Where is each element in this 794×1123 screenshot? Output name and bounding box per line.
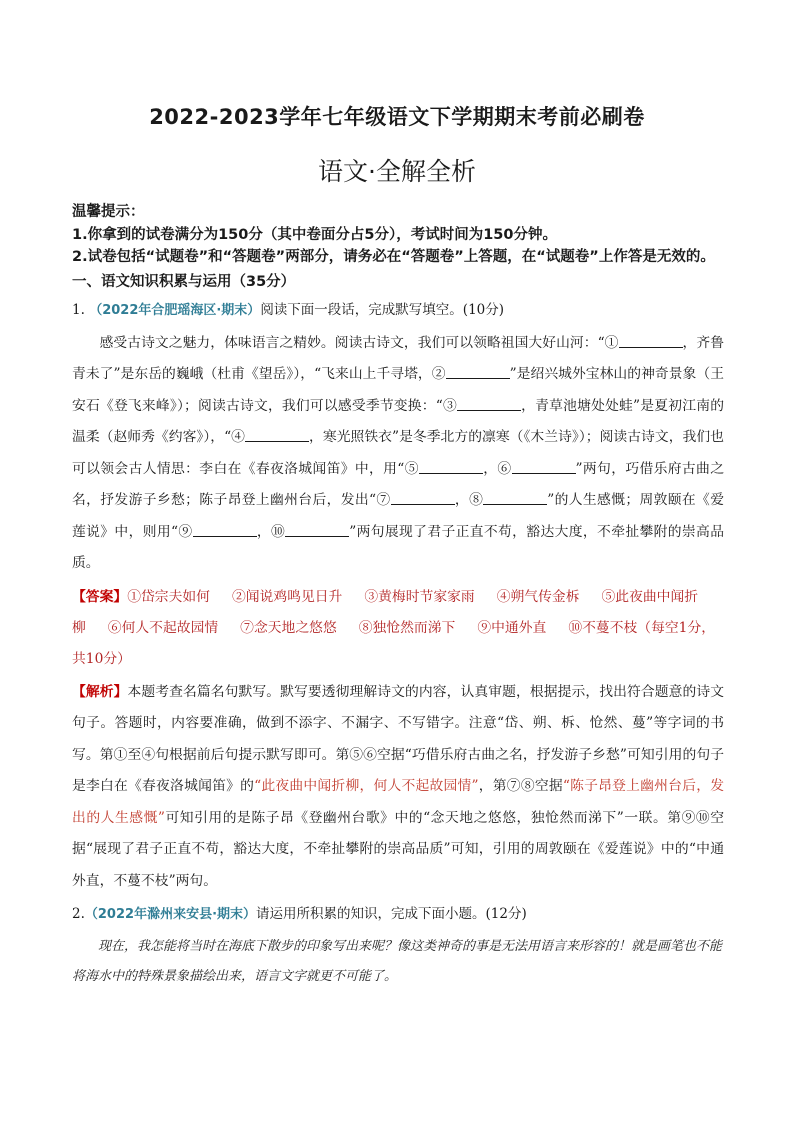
answer-item: ③黄梅时节家家雨 [364, 588, 475, 605]
passage-text: ”的人生感慨；周敦颐在《爱莲说》中，则用“⑨ [72, 492, 724, 540]
analysis-tag: 【解析】 [72, 683, 128, 700]
passage-text: ，⑩ [256, 523, 286, 540]
notice-item-1: 1.你拿到的试卷满分为150分（其中卷面分占5分），考试时间为150分钟。 [72, 226, 557, 243]
question-source: （2022年滁州来安县·期末） [84, 907, 257, 922]
fill-blank [446, 364, 510, 379]
notice-heading: 温馨提示： [72, 204, 145, 220]
answer-item: ⑥何人不起故园情 [107, 619, 219, 636]
question-number: 2. [72, 906, 85, 922]
notice-block [72, 201, 724, 269]
question-2-header [72, 899, 724, 930]
section-heading: 一、语文知识积累与运用（35分） [72, 273, 296, 290]
answer-item: ⑦念天地之悠悠 [240, 619, 337, 636]
fill-blank [483, 490, 547, 505]
answer-item: ④朔气传金柝 [496, 588, 580, 605]
page-title: 2022-2023学年七年级语文下学期期末考前必刷卷 [149, 105, 645, 129]
question-1-passage [72, 328, 724, 580]
fill-blank [193, 522, 257, 537]
passage-text: ”两句，巧借乐府古曲之名，抒发游子乡愁；陈子昂登上幽州台后，发出“⑦ [72, 460, 724, 508]
passage-text: ，青草池塘处处蛙”是夏初江南的温柔（赵师秀《约客》），“④ [72, 397, 724, 445]
answer-note: （每空1分，共10分） [72, 619, 716, 667]
answer-item: ⑧独怆然而涕下 [358, 619, 456, 636]
analysis-highlight: “此夜曲中闻折柳，何人不起故园情” [254, 778, 479, 794]
analysis-highlight: “陈子昂登上幽州台后，发出的人生感慨” [72, 778, 724, 826]
passage-text: ”两句展现了君子正直不苟，豁达大度，不牵扯攀附的崇高品质。 [72, 523, 724, 571]
passage-text: ”是绍兴城外宝林山的神奇景象（王安石《登飞来峰》）；阅读古诗文，我们可以感受季节变换：“③ [72, 366, 724, 414]
fill-blank [512, 459, 576, 474]
fill-blank [457, 396, 521, 411]
document-body [72, 201, 724, 992]
passage-text: ，寒光照铁衣”是冬季北方的凛寒（《木兰诗》）；阅读古诗文，我们也可以领会古人情思：李白在《春夜洛城闻笛》中，用“⑤ [72, 429, 724, 477]
answer-item: ⑤此夜曲中闻折柳 [72, 588, 699, 636]
notice-item-2: 2.试卷包括“试题卷”和“答题卷”两部分，请务必在“答题卷”上答题，在“试题卷”上作答是无效的。 [72, 249, 715, 265]
answer-item: ⑩不蔓不枝 [568, 619, 638, 636]
question-prompt: 阅读下面一段话，完成默写填空。(10分) [260, 301, 505, 318]
question-1-header [72, 299, 724, 322]
question-number: 1. [72, 301, 85, 318]
fill-blank [391, 490, 455, 505]
page-subtitle: 语文·全解全析 [318, 157, 476, 186]
fill-blank [619, 333, 683, 348]
answer-item: ②闻说鸡鸣见日升 [231, 588, 343, 605]
fill-blank [245, 427, 309, 442]
passage-text: ，⑧ [454, 492, 484, 508]
analysis-text: ，第⑦⑧空据 [478, 778, 563, 794]
question-source: （2022年合肥瑶海区·期末） [89, 302, 261, 318]
passage-text: ，齐鲁青未了”是东岳的巍峨（杜甫《望岳》），“飞来山上千寻塔，② [72, 334, 724, 382]
answer-tag: 【答案】 [72, 588, 128, 605]
analysis-block [72, 677, 724, 898]
question-2-excerpt: 现在，我怎能将当时在海底下散步的印象写出来呢？像这类神奇的事是无法用语言来形容的！就是画笔也不能将海水中的特殊景象描绘出来，语言文字就更不可能了。 [72, 939, 723, 984]
fill-blank [419, 459, 483, 474]
passage-text: ，⑥ [482, 460, 512, 477]
analysis-text: 本题考查名篇名句默写。默写要透彻理解诗文的内容，认真审题，根据提示，找出符合题意的诗文句子。答题时，内容要准确，做到不添字、不漏字、不写错字。注意“岱、朔、柝、怆然、蔓”等字词的书写。第①至④句根据前后句提示默写即可。第⑤⑥空据“巧借乐府古曲之名，抒发游子乡愁”可知引用的句子是李白在《春夜洛城闻笛》的 [72, 683, 725, 794]
analysis-text: 可知引用的是陈子昂《登幽州台歌》中的“念天地之悠悠，独怆然而涕下”一联。第⑨⑩空据“展现了君子正直不苟，豁达大度，不牵扯攀附的崇高品质”可知，引用的周敦颐在《爱莲说》中的“中通外直，不蔓不枝”两句。 [72, 809, 724, 889]
passage-text: 感受古诗文之魅力，体味语言之精妙。阅读古诗文，我们可以领略祖国大好山河：“① [99, 334, 619, 351]
answer-item: ⑨中通外直 [477, 619, 547, 636]
answer-item: ①岱宗夫如何 [127, 588, 210, 605]
answer-block [72, 582, 724, 675]
question-prompt: 请运用所积累的知识，完成下面小题。(12分) [256, 906, 527, 922]
fill-blank [285, 522, 349, 537]
